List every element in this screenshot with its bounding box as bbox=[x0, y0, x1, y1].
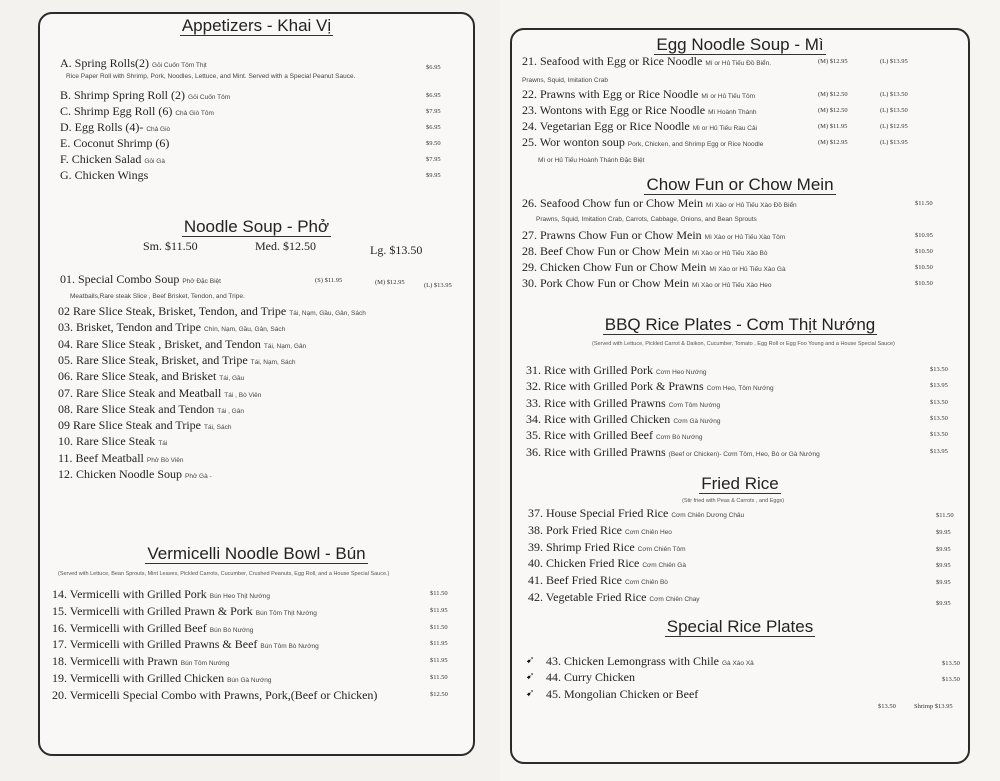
menu-item-name: 21. Seafood with Egg or Rice Noodle bbox=[522, 54, 703, 68]
menu-item-subtitle: Mì Hoành Thánh bbox=[708, 109, 757, 116]
menu-item bbox=[58, 402, 244, 417]
special-45-shrimp-price: Shrimp $13.95 bbox=[914, 703, 953, 710]
menu-item-subtitle: Bún Gà Nướng bbox=[227, 677, 272, 684]
menu-item-subtitle: Tái, Nạm, Gầu, Gân, Sách bbox=[289, 310, 366, 317]
menu-item-name: 24. Vegetarian Egg or Rice Noodle bbox=[522, 119, 690, 133]
menu-item bbox=[52, 671, 271, 686]
chili-pepper-icon: ➹ bbox=[526, 671, 535, 682]
menu-item-price-large: (L) $13.50 bbox=[880, 107, 908, 114]
menu-item-price: $11.50 bbox=[936, 512, 954, 519]
right-menu-panel bbox=[510, 28, 970, 764]
menu-item bbox=[546, 654, 754, 669]
menu-item bbox=[58, 304, 366, 319]
menu-item bbox=[52, 654, 229, 669]
menu-item bbox=[528, 540, 686, 555]
menu-item-name: 06. Rare Slice Steak, and Brisket bbox=[58, 369, 217, 384]
menu-item-price: $7.95 bbox=[426, 156, 441, 163]
menu-item-name: 34. Rice with Grilled Chicken bbox=[526, 411, 671, 426]
pho-combo-item: 01. Special Combo Soup Phở Đặc Biệt bbox=[60, 272, 221, 286]
menu-item-price: $10.50 bbox=[915, 264, 933, 271]
menu-item-name: 37. House Special Fried Rice bbox=[528, 506, 669, 520]
menu-item-price: $13.50 bbox=[930, 398, 948, 406]
menu-item-price: $6.95 bbox=[426, 64, 441, 71]
menu-item-subtitle: Bún Tôm Nướng bbox=[180, 660, 230, 668]
menu-item-name: 26. Seafood Chow fun or Chow Mein bbox=[522, 196, 703, 210]
menu-item bbox=[60, 104, 214, 119]
menu-item-name: 43. Chicken Lemongrass with Chile bbox=[546, 654, 719, 668]
pho-size-medium: Med. $12.50 bbox=[255, 239, 316, 253]
menu-item-subtitle: Tái, Nạm, Sách bbox=[250, 358, 296, 366]
menu-item-name: B. Shrimp Spring Roll (2) bbox=[60, 88, 186, 102]
menu-item bbox=[522, 260, 786, 275]
menu-item-price: $7.95 bbox=[426, 108, 441, 115]
menu-item-price: $9.95 bbox=[936, 528, 951, 536]
menu-item bbox=[526, 396, 720, 411]
menu-item bbox=[526, 363, 706, 378]
menu-item bbox=[60, 168, 151, 183]
menu-item-price: $13.50 bbox=[942, 660, 960, 667]
menu-item-subtitle: Tái , Bò Viên bbox=[224, 391, 262, 399]
menu-item-price: $13.50 bbox=[930, 366, 948, 373]
bun-note: (Served with Lettuce, Bean Sprouts, Mint Leaves, Pickled Carrots, Cucumber, Crushed Peanuts, Egg Roll, and a House Special Sauce.) bbox=[58, 571, 390, 577]
menu-item-name: G. Chicken Wings bbox=[60, 168, 149, 182]
menu-item-subtitle: Tái, Sách bbox=[203, 424, 232, 432]
menu-item bbox=[528, 506, 744, 521]
menu-item-name: 11. Beef Meatball bbox=[58, 450, 144, 465]
menu-item-price: $9.95 bbox=[426, 172, 441, 179]
menu-item-subtitle: Tái, Nạm, Gân bbox=[263, 342, 307, 350]
menu-item-subtitle: Bún Bò Nướng bbox=[209, 626, 254, 634]
menu-item-name: 08. Rare Slice Steak and Tendon bbox=[58, 401, 215, 416]
menu-item bbox=[526, 445, 820, 460]
menu-item-subtitle: Cơm Chiên Gà bbox=[642, 562, 686, 570]
menu-item-price: $9.95 bbox=[936, 545, 951, 553]
chili-pepper-icon: ➹ bbox=[526, 688, 535, 699]
menu-item-price: $9.95 bbox=[936, 600, 951, 607]
menu-item bbox=[58, 467, 212, 482]
menu-item-name: 42. Vegetable Fried Rice bbox=[528, 590, 647, 604]
menu-item-name: 12. Chicken Noodle Soup bbox=[58, 467, 182, 481]
menu-item-name: 36. Rice with Grilled Prawns bbox=[526, 444, 666, 459]
pho-combo-desc: Meatballs,Rare steak Slice , Beef Brisket, Tendon, and Tripe. bbox=[70, 293, 245, 300]
menu-item-price: $11.50 bbox=[430, 674, 448, 681]
menu-item-subtitle: Mì Xào or Hủ Tiếu Xào Tôm bbox=[704, 234, 786, 241]
menu-item bbox=[58, 369, 244, 384]
menu-item bbox=[526, 412, 721, 427]
menu-item-price: $11.95 bbox=[430, 657, 448, 665]
menu-item-subtitle: Tái bbox=[158, 440, 168, 448]
menu-item-price: $13.50 bbox=[942, 676, 960, 683]
menu-item-price: $13.95 bbox=[930, 382, 948, 390]
menu-item-price: $6.95 bbox=[426, 124, 441, 131]
menu-item-name: A. Spring Rolls(2) bbox=[60, 56, 150, 70]
menu-item-name: 38. Pork Fried Rice bbox=[528, 522, 622, 537]
bbq-note: (Served with Lettuce, Pickled Carrot & Daikon, Cucumber, Tomato , Egg Roll or Egg Foo Young and a House Special Sauce) bbox=[592, 341, 895, 347]
menu-item-price-medium: (M) $12.50 bbox=[818, 91, 848, 98]
menu-item bbox=[546, 687, 701, 702]
chowfun-heading: Chow Fun or Chow Mein bbox=[646, 175, 834, 194]
menu-item-name: 22. Prawns with Egg or Rice Noodle bbox=[522, 87, 699, 101]
menu-item-price-medium: (M) $12.50 bbox=[818, 107, 848, 114]
menu-item-name: 18. Vermicelli with Prawn bbox=[52, 654, 178, 669]
appetizer-desc: Rice Paper Roll with Shrimp, Pork, Noodles, Lettuce, and Mint. Served with a Special Peanut Sauce. bbox=[66, 73, 356, 80]
menu-item-subtitle: Chả Giò bbox=[146, 126, 171, 133]
menu-item-subtitle: Pork, Chicken, and Shrimp Egg or Rice Noodle bbox=[627, 141, 764, 148]
mi-desc-wonton: Mì or Hủ Tiếu Hoành Thánh Đặc Biệt bbox=[538, 157, 645, 164]
menu-item-name: 17. Vermicelli with Grilled Prawns & Beef bbox=[52, 637, 258, 652]
menu-item-price: $13.95 bbox=[930, 447, 948, 455]
special-45-price: $13.50 bbox=[878, 703, 896, 710]
menu-item-subtitle: Cơm Gà Nướng bbox=[673, 417, 721, 425]
menu-item-subtitle: Gỏi Gà bbox=[144, 158, 165, 165]
menu-item-price: $6.95 bbox=[426, 92, 441, 99]
menu-item-price-large: (L) $12.95 bbox=[880, 123, 908, 130]
menu-item-price: $9.95 bbox=[936, 579, 951, 587]
menu-item bbox=[52, 637, 319, 652]
menu-item-name: 15. Vermicelli with Grilled Prawn & Pork bbox=[52, 603, 253, 618]
special-heading: Special Rice Plates bbox=[666, 617, 814, 636]
menu-item-price: $11.50 bbox=[430, 623, 448, 631]
fried-note: (Stir fried with Peas & Carrots , and Eggs) bbox=[682, 498, 785, 504]
menu-item-subtitle: Bún Tôm Thịt Nướng bbox=[255, 609, 317, 617]
menu-item-name: 04. Rare Slice Steak , Brisket, and Tendon bbox=[58, 336, 261, 351]
mi-desc-seafood: Prawns, Squid, Imitation Crab bbox=[522, 77, 608, 84]
menu-item bbox=[522, 87, 755, 102]
chili-pepper-icon: ➹ bbox=[526, 655, 535, 666]
menu-item-subtitle: Phở Gà - bbox=[185, 473, 212, 480]
left-menu-panel bbox=[38, 12, 475, 756]
menu-item-subtitle: Gà Xào Xả bbox=[721, 660, 754, 667]
menu-item-subtitle: Cơm Chiên Heo bbox=[625, 528, 672, 536]
menu-item-name: 10. Rare Slice Steak bbox=[58, 434, 156, 449]
menu-item bbox=[526, 428, 702, 443]
menu-item-price: $11.50 bbox=[430, 590, 448, 597]
menu-item-name: F. Chicken Salad bbox=[60, 152, 142, 166]
menu-item-subtitle: Cơm Chiên Chay bbox=[649, 596, 700, 603]
menu-item-price: $10.95 bbox=[915, 232, 933, 239]
menu-item-name: 09 Rare Slice Steak and Tripe bbox=[58, 418, 201, 433]
menu-item-name: 07. Rare Slice Steak and Meatball bbox=[58, 385, 222, 400]
menu-item-name: 40. Chicken Fried Rice bbox=[528, 556, 640, 571]
menu-item-name: 30. Pork Chow Fun or Chow Mein bbox=[522, 276, 690, 290]
menu-item-subtitle: Cơm Tôm Nướng bbox=[668, 401, 721, 409]
menu-item bbox=[58, 337, 306, 352]
menu-item-name: 23. Wontons with Egg or Rice Noodle bbox=[522, 103, 706, 117]
menu-item bbox=[522, 119, 757, 134]
menu-item-price-medium: (M) $12.95 bbox=[818, 58, 848, 65]
menu-item-name: 27. Prawns Chow Fun or Chow Mein bbox=[522, 228, 702, 242]
menu-item-price: $11.95 bbox=[430, 640, 448, 648]
menu-item-price: $10.50 bbox=[915, 248, 933, 255]
menu-item bbox=[528, 590, 700, 605]
menu-item-price-medium: (M) $11.95 bbox=[818, 123, 848, 130]
menu-item-subtitle: Gỏi Cuốn Tôm bbox=[188, 94, 231, 101]
menu-item-name: 32. Rice with Grilled Pork & Prawns bbox=[526, 379, 704, 394]
menu-item-name: C. Shrimp Egg Roll (6) bbox=[60, 104, 173, 118]
menu-item-price: $13.50 bbox=[930, 431, 948, 439]
menu-item bbox=[52, 621, 253, 636]
menu-item bbox=[60, 152, 165, 167]
menu-item-name: 02 Rare Slice Steak, Brisket, Tendon, and Tripe bbox=[58, 304, 287, 318]
menu-item bbox=[58, 434, 167, 449]
menu-item bbox=[522, 54, 771, 69]
menu-item-subtitle: Bún Heo Thịt Nướng bbox=[209, 593, 270, 600]
pho-combo-price-l: (L) $13.95 bbox=[424, 282, 452, 289]
menu-item-name: 41. Beef Fried Rice bbox=[528, 573, 622, 588]
menu-item-subtitle: Cơm Bò Nướng bbox=[655, 434, 703, 442]
menu-item-subtitle: Cơm Chiên Dương Châu bbox=[671, 512, 745, 519]
appetizers-heading: Appetizers - Khai Vị bbox=[181, 16, 332, 35]
menu-item-subtitle: Chả Giò Tôm bbox=[175, 110, 214, 117]
menu-item-name: 45. Mongolian Chicken or Beef bbox=[546, 687, 699, 701]
menu-item-price-large: (L) $13.95 bbox=[880, 139, 908, 146]
menu-item bbox=[546, 670, 638, 685]
menu-item bbox=[60, 56, 207, 71]
menu-item-subtitle: Cơm Heo Nướng bbox=[655, 369, 707, 376]
menu-item-subtitle: Mì or Hủ Tiếu Rau Cải bbox=[692, 125, 758, 132]
menu-item-name: 39. Shrimp Fried Rice bbox=[528, 539, 635, 554]
menu-item-subtitle: (Beef or Chicken)- Cơm Tôm, Heo, Bò or Gà Nướng bbox=[668, 450, 820, 458]
menu-item-name: D. Egg Rolls (4)- bbox=[60, 120, 144, 134]
menu-item bbox=[52, 587, 270, 602]
menu-item bbox=[526, 379, 774, 394]
menu-item bbox=[522, 244, 768, 259]
menu-item bbox=[58, 386, 261, 401]
menu-item-name: 14. Vermicelli with Grilled Pork bbox=[52, 587, 207, 601]
menu-item-name: 35. Rice with Grilled Beef bbox=[526, 428, 653, 443]
menu-item bbox=[522, 228, 785, 243]
menu-item-subtitle: Mì Xào or Hủ Tiếu Xào Heo bbox=[692, 282, 772, 289]
pho-heading: Noodle Soup - Phở bbox=[183, 217, 330, 236]
menu-item-price: $9.50 bbox=[426, 140, 441, 147]
fried-heading: Fried Rice bbox=[701, 474, 779, 493]
menu-item-price-medium: (M) $12.95 bbox=[818, 139, 848, 146]
menu-item-subtitle: Mì or Hủ Tiếu Đồ Biển. bbox=[705, 60, 772, 67]
menu-item bbox=[52, 604, 317, 619]
menu-item bbox=[522, 196, 797, 211]
menu-item-subtitle: Mì Xào or Hủ Tiếu Xào Đồ Biển bbox=[705, 202, 797, 209]
menu-item bbox=[528, 523, 672, 538]
menu-item bbox=[60, 136, 172, 151]
pho-combo-price-s: (S) $11.95 bbox=[315, 277, 343, 284]
menu-item bbox=[58, 353, 295, 368]
mi-heading: Egg Noodle Soup - Mì bbox=[656, 35, 824, 54]
menu-item-subtitle: Mì Xào or Hủ Tiếu Xào Gà bbox=[709, 266, 786, 273]
menu-item-price-large: (L) $13.95 bbox=[880, 58, 908, 65]
menu-item-name: E. Coconut Shrimp (6) bbox=[60, 136, 170, 150]
menu-item bbox=[522, 276, 772, 291]
menu-item-name: 31. Rice with Grilled Pork bbox=[526, 363, 653, 377]
menu-item-name: 03. Brisket, Tendon and Tripe bbox=[58, 320, 201, 335]
menu-item bbox=[60, 88, 230, 103]
pho-size-small: Sm. $11.50 bbox=[143, 239, 198, 253]
menu-item-price: $12.50 bbox=[430, 690, 448, 698]
menu-item-name: 33. Rice with Grilled Prawns bbox=[526, 395, 666, 410]
menu-item-name: 20. Vermicelli Special Combo with Prawns, Pork,(Beef or Chicken) bbox=[52, 687, 378, 702]
menu-item-subtitle: Cơm Heo, Tôm Nướng bbox=[706, 385, 774, 393]
menu-item-subtitle: Mì or Hủ Tiếu Tôm bbox=[701, 93, 756, 100]
menu-item-subtitle: Cơm Chiên Bò bbox=[624, 579, 668, 587]
menu-item bbox=[58, 418, 231, 433]
menu-item-subtitle: Phở Bò Viên bbox=[146, 456, 184, 464]
menu-item bbox=[522, 103, 756, 118]
chowfun-desc: Prawns, Squid, Imitation Crab, Carrots, Cabbage, Onions, and Bean Sprouts bbox=[536, 216, 757, 223]
bbq-heading: BBQ Rice Plates - Cơm Thịt Nướng bbox=[604, 315, 876, 334]
menu-item bbox=[52, 688, 380, 703]
menu-item-name: 05. Rare Slice Steak, Brisket, and Tripe bbox=[58, 352, 248, 367]
menu-item-price: $9.95 bbox=[936, 562, 951, 570]
menu-item bbox=[60, 120, 170, 135]
menu-item bbox=[528, 556, 686, 571]
menu-item-price: $11.95 bbox=[430, 606, 448, 614]
menu-item-subtitle: Mì Xào or Hủ Tiếu Xào Bò bbox=[692, 250, 768, 257]
menu-item-name: 25. Wor wonton soup bbox=[522, 135, 625, 149]
menu-item bbox=[528, 573, 668, 588]
menu-item-price: $11.50 bbox=[915, 200, 933, 207]
menu-item-name: 29. Chicken Chow Fun or Chow Mein bbox=[522, 260, 707, 274]
menu-item-name: 44. Curry Chicken bbox=[546, 670, 635, 684]
pho-combo-price-m: (M) $12.95 bbox=[375, 279, 405, 286]
menu-item-subtitle: Gỏi Cuốn Tôm Thịt bbox=[152, 62, 207, 69]
menu-item-subtitle: Chín, Nạm, Gầu, Gân, Sách bbox=[203, 326, 286, 334]
menu-item-subtitle: Tái, Gầu bbox=[219, 375, 245, 383]
pho-size-large: Lg. $13.50 bbox=[370, 243, 423, 257]
menu-item-subtitle: Tái , Gân bbox=[217, 407, 244, 415]
menu-item-name: 28. Beef Chow Fun or Chow Mein bbox=[522, 244, 689, 258]
menu-item-price-large: (L) $13.50 bbox=[880, 91, 908, 98]
menu-item bbox=[58, 451, 184, 466]
menu-item-price: $13.50 bbox=[930, 414, 948, 422]
menu-item-price: $10.50 bbox=[915, 280, 933, 287]
menu-item-name: 16. Vermicelli with Grilled Beef bbox=[52, 620, 207, 635]
menu-item-subtitle: Cơm Chiên Tôm bbox=[637, 545, 686, 553]
menu-item bbox=[522, 135, 763, 150]
menu-item bbox=[58, 320, 285, 335]
menu-item-name: 19. Vermicelli with Grilled Chicken bbox=[52, 671, 225, 685]
menu-item-subtitle: Bún Tôm Bò Nướng bbox=[260, 643, 319, 651]
bun-heading: Vermicelli Noodle Bowl - Bún bbox=[147, 544, 366, 563]
